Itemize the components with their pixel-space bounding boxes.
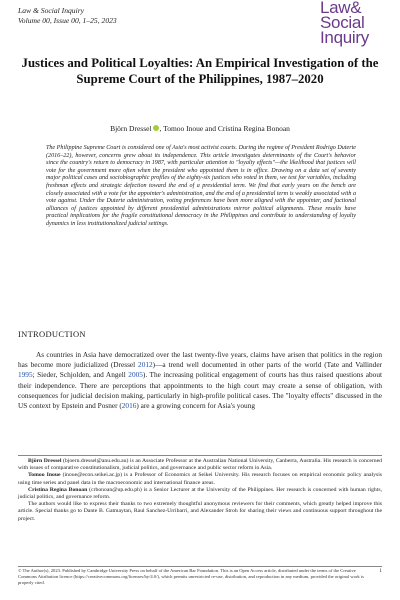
body-text-a: As countries in Asia have democratized over the last twenty-five years, claims have arisen that politics in the region has become more judicialized (Dressel — [18, 350, 382, 370]
citation-link[interactable]: 2012 — [138, 360, 153, 370]
author-note-text: (bjoern.dressel@anu.edu.au) is an Associate Professor at the Australian National University, Canberra, Australia. His research is concerned with issues of comparative constitutionalism, judicial politics, and governance and public sector reform in Asia. — [18, 458, 382, 472]
author-note-name: Björn Dressel — [28, 458, 62, 464]
body-text-b: )—a trend well documented in other parts of the world (Tate and Vallinder — [152, 360, 382, 370]
logo-line-2: Social — [320, 13, 365, 32]
author-note-text: (crbonoan@up.edu.ph) is a Senior Lecturer at the University of the Philippines. Her research is concerned with human rights, judicial politics, and governance reform. — [18, 486, 382, 501]
citation-link[interactable]: 2005 — [128, 370, 143, 380]
citation-link[interactable]: 2016 — [121, 401, 137, 411]
copyright-divider — [18, 566, 382, 567]
author-note — [18, 472, 382, 486]
author-note-text: (inoue@econ.seikei.ac.jp) is a Professor of Economics at Seikei University. His research focuses on empirical economic policy analysis using time series and panel data in the macroeconomic and international finance areas. — [18, 472, 382, 486]
journal-header — [18, 6, 117, 26]
author-notes — [18, 458, 382, 523]
body-text-c: ; Sieder, Schjolden, and Angell — [32, 370, 129, 380]
body-text-d: ). The increasing political engagement of courts has thus raised questions about their independence. There are perceptions that appointments to the high court may create a sense of obligation, with consequences for judicial decision making, particularly in high-profile political cases. The "loyalty effects" discussed in the US context by Epstein and Posner ( — [18, 370, 382, 411]
orcid-icon[interactable] — [153, 125, 159, 131]
author-rest: , Tomoo Inoue and Cristina Regina Bonoan — [159, 124, 290, 133]
author-first: Björn Dressel — [110, 124, 152, 133]
journal-name: Law & Social Inquiry — [18, 6, 85, 15]
author-note — [18, 487, 382, 501]
journal-volume-line: Volume 00, Issue 00, 1–25, 2023 — [18, 16, 117, 25]
body-text-e: ) are a growing concern for Asia's young — [136, 401, 255, 411]
acknowledgements: The authors would like to express their thanks to two extremely thoughtful anonymous reviewers for their comments, which greatly helped improve this article. Special thanks go to Dante B. Gatmaytan, Raul Sanchez-Urribarri, and Alexander Stroh for sharing their views and continuous support throughout the project. — [18, 501, 382, 522]
page-number: 1 — [379, 568, 382, 574]
logo-line-1: Law& — [320, 0, 362, 17]
abstract: The Philippine Supreme Court is considered one of Asia's most activist courts. During the regime of President Rodrigo Duterte (2016–22), however, concerns grew about its independence. This article investigates determinants of the Court's behavior since the country's return to democracy in 1987, with particular attention to "loyalty effects"—the likelihood that justices will vote for the government more often when the president who appointed them is in office. Drawing on a data set of seventy major political cases and sociobiographic profiles of the eighty-six justices who voted in them, we test for variables, including freshman effects and strategic defection toward the end of a presidential term. We find that early years on the bench are closely associated with a vote for the appointer's administration, and the end of a presidential term is weakly associated with a vote against. Under the Duterte administration, voting preferences have been more aligned with the appointer, and factional alliances of justices appointed by different presidential administrations mirror political alignments. These results have practical implications for the fragile constitutional democracy in the Philippines and contribute to understanding of loyalty dynamics in less institutionalized judicial settings. — [46, 145, 356, 227]
footnote-divider — [18, 455, 382, 456]
author-note-name: Cristina Regina Bonoan — [28, 486, 88, 493]
article-title: Justices and Political Loyalties: An Empirical Investigation of the Supreme Court of the Philippines, 1987–2020 — [21, 56, 379, 86]
journal-logo — [320, 0, 390, 45]
author-line — [18, 124, 382, 133]
copyright-notice: © The Author(s), 2023. Published by Cambridge University Press on behalf of the American Bar Foundation. This is an Open Access article, distributed under the terms of the Creative Commons Attribution licence (https://creativecommons.org/licenses/by/4.0/), which permits unrestricted re-use, distribution, and reproduction in any medium, provided the original work is properly cited. — [18, 568, 364, 585]
section-heading: INTRODUCTION — [18, 329, 86, 339]
body-paragraph — [18, 350, 382, 411]
author-note-name: Tomoo Inoue — [28, 472, 61, 479]
citation-link[interactable]: 1995 — [18, 370, 33, 380]
logo-line-3: Inquiry — [320, 28, 369, 47]
author-note — [18, 458, 382, 472]
